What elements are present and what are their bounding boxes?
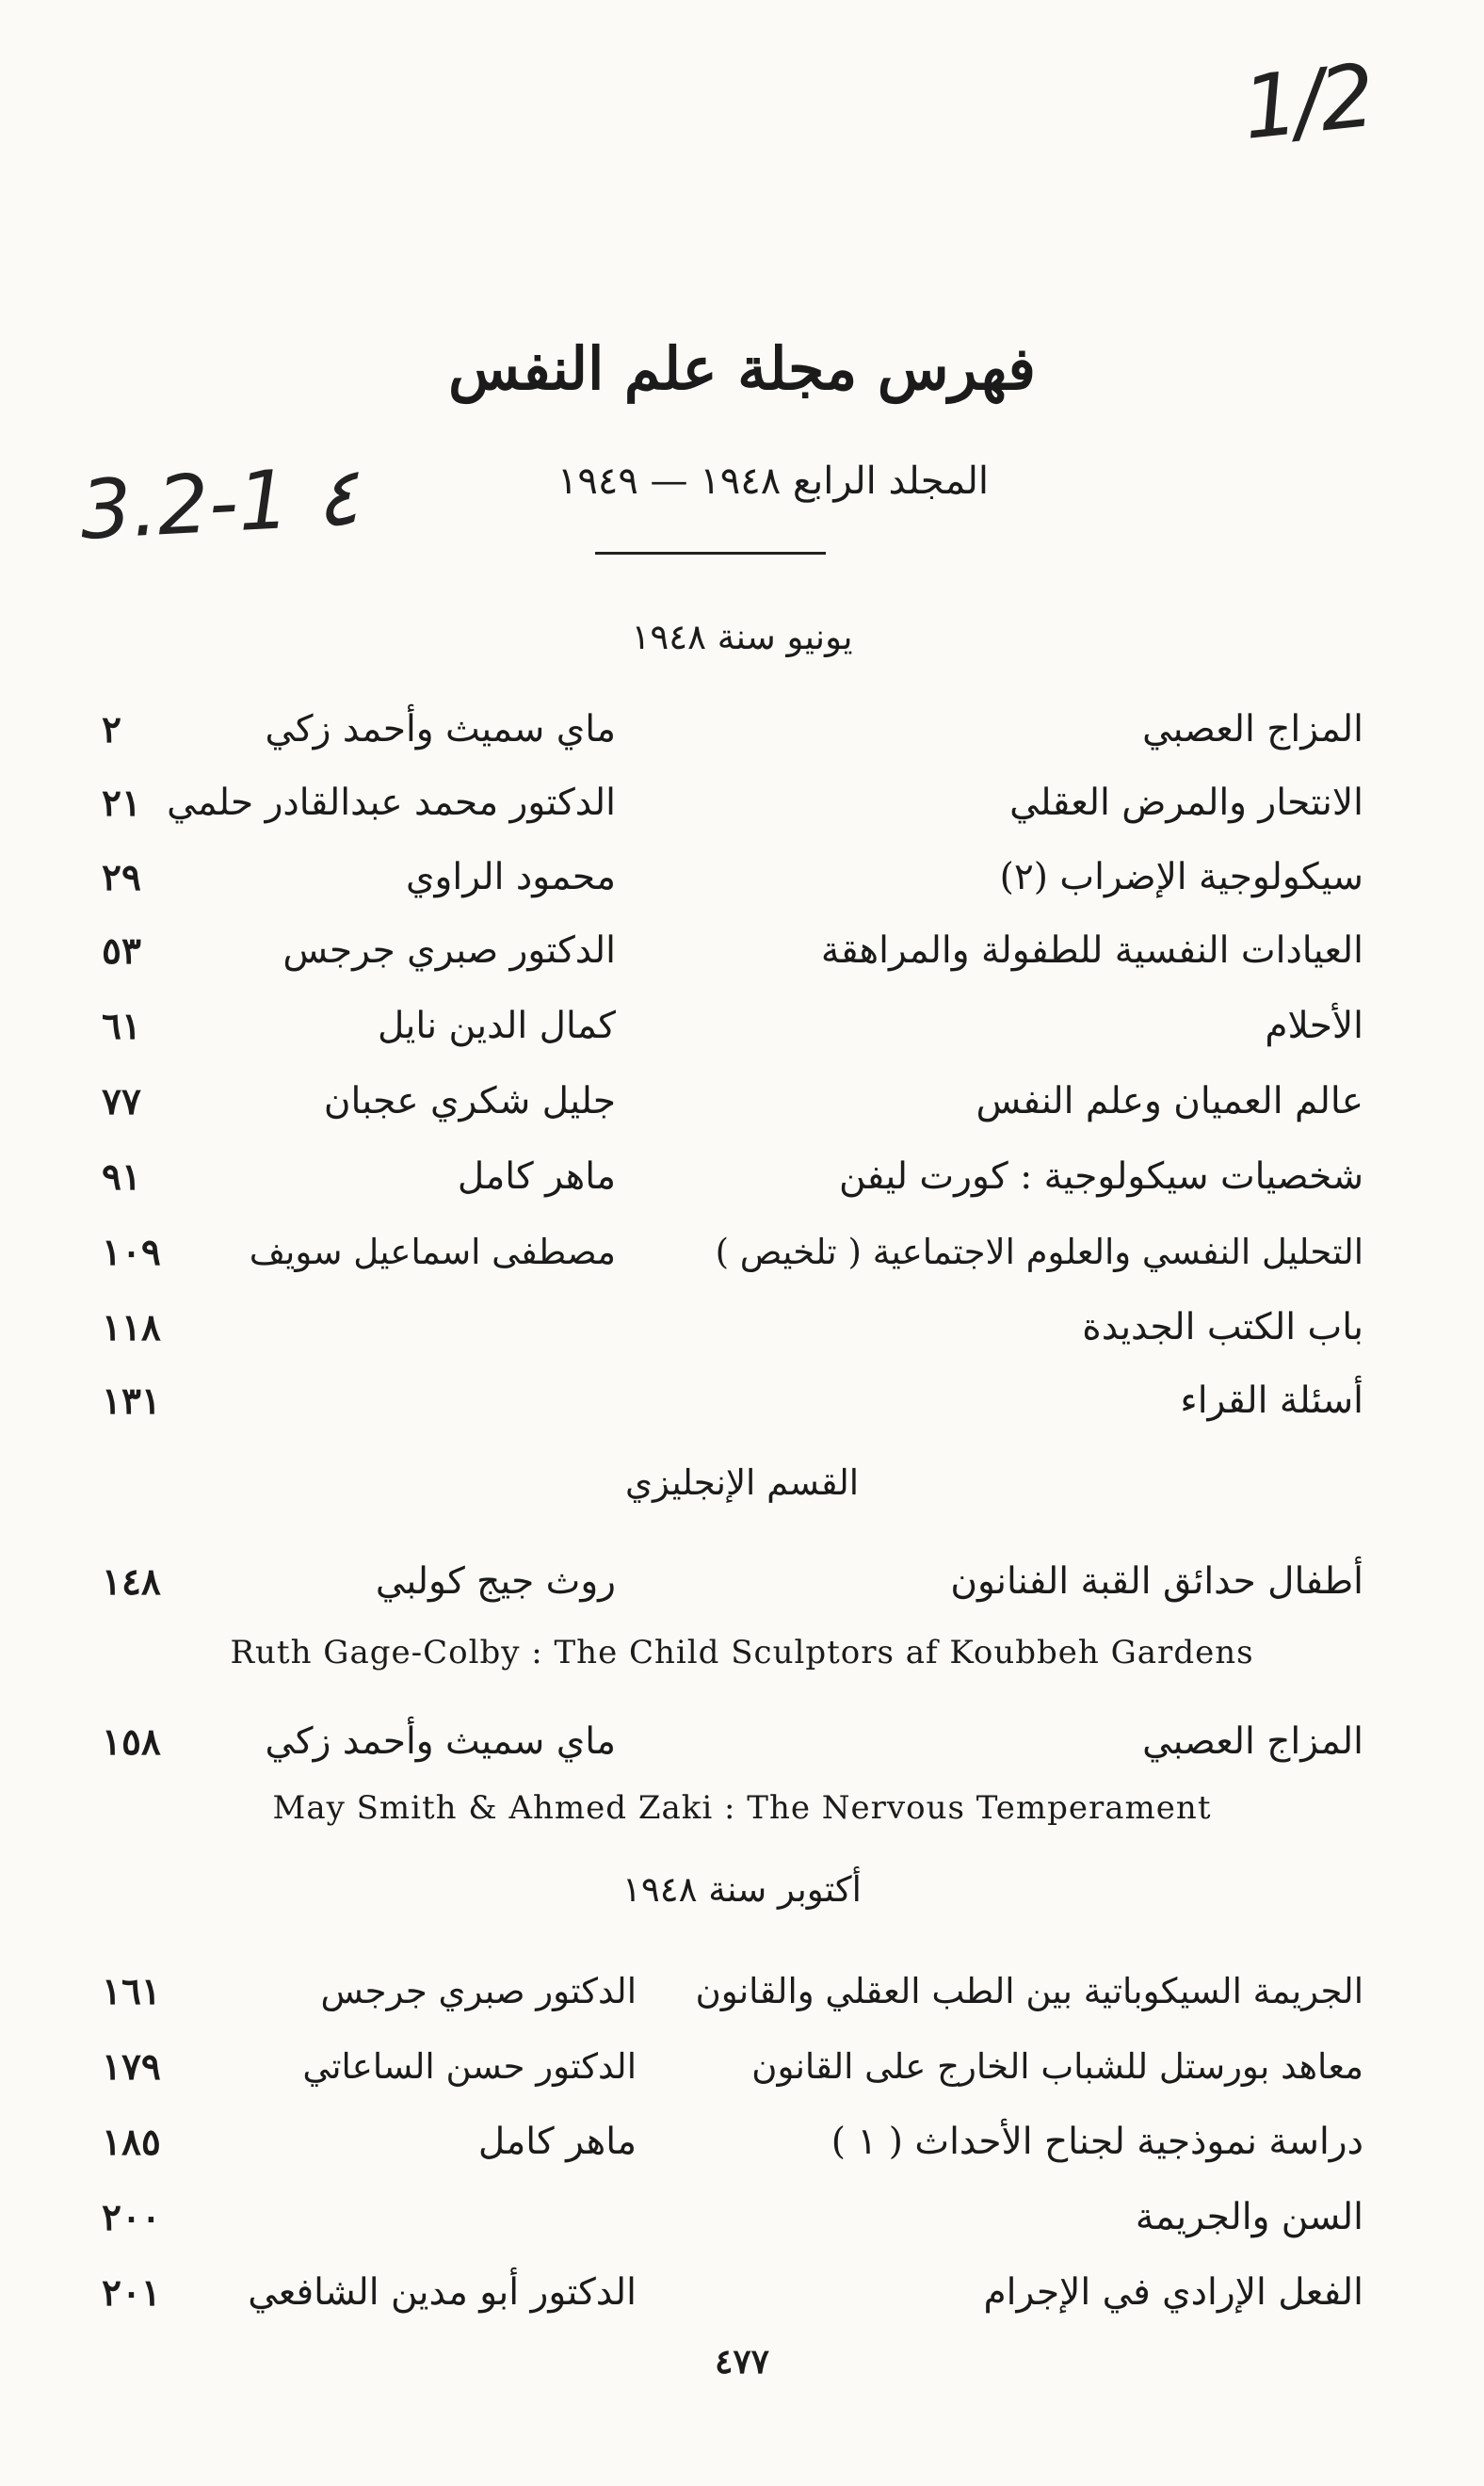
entry-title: السن والجريمة xyxy=(1135,2196,1363,2238)
toc-entry xyxy=(0,2039,1484,2095)
entry-title: المزاج العصبي xyxy=(1142,1720,1363,1763)
page-number: ٤٧٧ xyxy=(714,2342,769,2381)
toc-entry xyxy=(0,1554,1484,1610)
entry-author: جليل شكري عجبان xyxy=(323,1080,616,1122)
entry-author: الدكتور أبو مدين الشافعي xyxy=(248,2271,637,2314)
toc-entry xyxy=(0,1224,1484,1281)
entry-title: الأحلام xyxy=(1265,1005,1363,1047)
entry-page: ٢ xyxy=(102,708,121,751)
entry-author: الدكتور صبري جرجس xyxy=(320,1971,637,2011)
entry-title: أسئلة القراء xyxy=(1180,1380,1363,1422)
toc-entry xyxy=(0,1714,1484,1770)
entry-page: ٩١ xyxy=(102,1155,141,1199)
section-heading-english: القسم الإنجليزي xyxy=(624,1462,859,1503)
entry-title: العيادات النفسية للطفولة والمراهقة xyxy=(820,929,1363,972)
entry-page: ١٨٥ xyxy=(102,2121,161,2164)
entry-page: ١٧٩ xyxy=(102,2045,161,2089)
entry-page: ٢١ xyxy=(102,782,141,825)
toc-entry xyxy=(0,775,1484,831)
entry-title: الجريمة السيكوباتية بين الطب العقلي والقانون xyxy=(695,1971,1363,2011)
entry-author: ماي سميث وأحمد زكي xyxy=(265,708,616,751)
toc-entry xyxy=(0,1149,1484,1205)
entry-author: مصطفى اسماعيل سويف xyxy=(249,1232,616,1272)
entry-title: سيكولوجية الإضراب (٢) xyxy=(999,856,1363,898)
entry-page: ١٥٨ xyxy=(102,1720,161,1764)
entry-title: الفعل الإرادي في الإجرام xyxy=(983,2271,1363,2314)
title-divider xyxy=(595,552,826,555)
entry-author: الدكتور صبري جرجس xyxy=(282,929,616,972)
entry-page: ١٣١ xyxy=(102,1380,161,1423)
entry-title: أطفال حدائق القبة الفنانون xyxy=(950,1560,1363,1603)
volume-line: المجلد الرابع ١٩٤٨ — ١٩٤٩ xyxy=(556,460,989,503)
entry-page: ٢٠٠ xyxy=(102,2196,161,2239)
entry-title: باب الكتب الجديدة xyxy=(1082,1306,1363,1348)
entry-author: ماهر كامل xyxy=(477,2121,637,2163)
section-heading-october: أكتوبر سنة ١٩٤٨ xyxy=(622,1869,862,1910)
toc-entry xyxy=(0,998,1484,1055)
toc-entry xyxy=(0,2265,1484,2321)
page-title: فهرس مجلة علم النفس xyxy=(448,334,1036,403)
entry-author: الدكتور محمد عبدالقادر حلمي xyxy=(167,782,616,824)
handwritten-catalog-note: 3.2-1 ٤ xyxy=(77,449,362,558)
entry-author: كمال الدين نايل xyxy=(378,1005,616,1047)
entry-author: ماي سميث وأحمد زكي xyxy=(265,1720,616,1763)
entry-author: روث جيج كولبي xyxy=(375,1560,616,1603)
entry-page: ١٤٨ xyxy=(102,1560,161,1604)
entry-title: التحليل النفسي والعلوم الاجتماعية ( تلخيص ) xyxy=(715,1232,1363,1272)
entry-author: ماهر كامل xyxy=(457,1155,616,1198)
entry-title: شخصيات سيكولوجية : كورت ليفن xyxy=(838,1155,1363,1198)
section-heading-june: يونيو سنة ١٩٤٨ xyxy=(631,617,853,657)
entry-page: ١٦١ xyxy=(102,1970,161,2013)
entry-title: دراسة نموذجية لجناح الأحداث ( ١ ) xyxy=(831,2121,1363,2163)
entry-page: ٧٧ xyxy=(102,1080,141,1123)
entry-title: معاهد بورستل للشباب الخارج على القانون xyxy=(751,2046,1363,2087)
toc-entry xyxy=(0,1963,1484,2020)
toc-entry xyxy=(0,1373,1484,1429)
entry-page: ١٠٩ xyxy=(102,1231,161,1274)
entry-page: ٢٩ xyxy=(102,856,141,899)
entry-title: عالم العميان وعلم النفس xyxy=(976,1080,1363,1122)
toc-entry xyxy=(0,923,1484,979)
entry-author: الدكتور حسن الساعاتي xyxy=(302,2046,637,2087)
toc-entry xyxy=(0,849,1484,906)
english-title-line: Ruth Gage-Colby : The Child Sculptors af Koubbeh Gardens xyxy=(230,1634,1254,1671)
toc-entry xyxy=(0,702,1484,758)
entry-title: المزاج العصبي xyxy=(1142,708,1363,751)
entry-author: محمود الراوي xyxy=(406,856,616,898)
toc-entry xyxy=(0,2114,1484,2171)
english-title-line: May Smith & Ahmed Zaki : The Nervous Temperament xyxy=(272,1789,1212,1827)
entry-page: ٥٣ xyxy=(102,929,141,973)
entry-title: الانتحار والمرض العقلي xyxy=(1009,782,1363,824)
entry-page: ١١٨ xyxy=(102,1306,161,1349)
toc-entry xyxy=(0,1074,1484,1130)
toc-entry xyxy=(0,1300,1484,1356)
entry-page: ٦١ xyxy=(102,1005,141,1048)
handwritten-page-mark: 1/2 xyxy=(1237,45,1377,159)
entry-page: ٢٠١ xyxy=(102,2271,161,2315)
toc-entry xyxy=(0,2189,1484,2246)
